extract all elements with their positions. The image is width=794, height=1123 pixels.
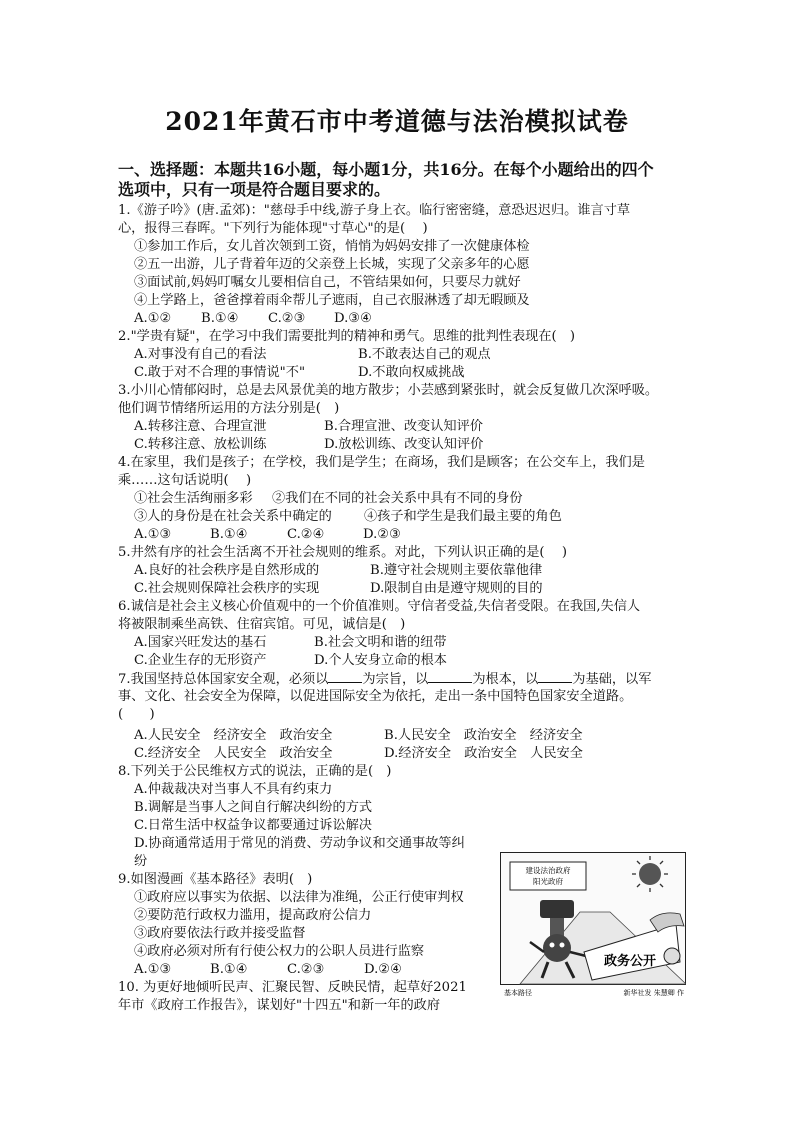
cartoon-caption-left: 基本路径 [504, 989, 532, 997]
q3-stem-line1: 3.小川心情郁闷时，总是去风景优美的地方散步；小芸感到紧张时，就会反复做几次深呼吸。 [118, 383, 659, 398]
q1-statement-2: ②五一出游，儿子背着年迈的父亲登上长城，实现了父亲多年的心愿 [134, 257, 530, 272]
q9-option-b: B.①④ [210, 962, 248, 977]
q4-stem-line2: 乘……这句话说明( ) [118, 473, 252, 488]
q3-option-b: B.合理宣泄、改变认知评价 [324, 419, 483, 434]
q8-option-d-line1: D.协商通常适用于常见的消费、劳动争议和交通事故等纠 [134, 836, 465, 851]
q9-statement-3: ③政府要依法行政并接受监督 [134, 926, 306, 941]
q1-option-d: D.③④ [334, 311, 372, 326]
q1-stem-line1: 1.《游子吟》(唐.孟郊)："慈母手中线,游子身上衣。临行密密缝，意恐迟迟归。谁言寸草 [118, 203, 631, 218]
q2-option-c: C.敢于对不合理的事情说"不" [134, 365, 306, 380]
q9-statement-4: ④政府必须对所有行使公权力的公职人员进行监察 [134, 944, 425, 959]
q7-blank-1 [328, 670, 362, 683]
q4-option-c: C.②④ [287, 527, 325, 542]
q8-option-d-line2: 纷 [134, 854, 148, 869]
q6-option-d: D.个人安身立命的根本 [314, 653, 447, 668]
q7-blank-3 [538, 670, 572, 683]
q7-stem-part1: 7.我国坚持总体国家安全观，必须以 [118, 672, 329, 687]
q5-option-a: A.良好的社会秩序是自然形成的 [134, 563, 320, 578]
q1-stem-line2: 心，报得三春晖。"下列行为能体现"寸草心"的是( ) [118, 221, 428, 236]
section-heading-line1: 一、选择题：本题共16小题，每小题1分，共16分。在每个小题给出的四个 [118, 160, 654, 179]
q1-statement-4: ④上学路上，爸爸撑着雨伞帮儿子遮雨，自己衣服淋透了却无暇顾及 [134, 293, 530, 308]
q7-option-a: A.人民安全 经济安全 政治安全 [134, 728, 333, 743]
q10-stem-line2: 年市《政府工作报告》，谋划好"十四五"和新一年的政府 [118, 998, 441, 1013]
q7-answer-paren: ( ) [118, 707, 155, 722]
q1-option-b: B.①④ [201, 311, 239, 326]
q8-option-c: C.日常生活中权益争议都要通过诉讼解决 [134, 818, 372, 833]
q6-option-c: C.企业生存的无形资产 [134, 653, 267, 668]
exam-title: 2021年黄石市中考道德与法治模拟试卷 [165, 107, 629, 136]
q5-option-d: D.限制自由是遵守规则的目的 [370, 581, 543, 596]
q5-stem: 5.井然有序的社会生活离不开社会规则的维系。对此，下列认识正确的是( ) [118, 545, 568, 560]
q1-statement-3: ③面试前,妈妈叮嘱女儿要相信自己，不管结果如何，只要尽力就好 [134, 275, 521, 290]
q7-option-c: C.经济安全 人民安全 政治安全 [134, 746, 333, 761]
q6-stem-line2: 将被限制乘坐高铁、住宿宾馆。可见，诚信是( ) [118, 617, 406, 632]
q4-statement-4: ④孩子和学生是我们最主要的角色 [364, 509, 562, 524]
q8-option-a: A.仲裁裁决对当事人不具有约束力 [134, 782, 333, 797]
q4-option-a: A.①③ [134, 527, 172, 542]
q7-stem-part3: 为根本，以 [472, 672, 539, 687]
q7-stem-line1 [118, 670, 651, 689]
q9-option-d: D.②④ [364, 962, 402, 977]
q8-stem: 8.下列关于公民维权方式的说法，正确的是( ) [118, 764, 392, 779]
q4-statement-1: ①社会生活绚丽多彩 [134, 491, 253, 506]
q7-option-b: B.人民安全 政治安全 经济安全 [384, 728, 583, 743]
q9-option-c: C.②③ [287, 962, 325, 977]
cartoon-illustration [500, 852, 686, 998]
q7-stem-part4: 为基础，以军 [572, 672, 652, 687]
q7-option-d: D.经济安全 政治安全 人民安全 [384, 746, 583, 761]
q5-option-c: C.社会规则保障社会秩序的实现 [134, 581, 320, 596]
q7-stem-line2: 事、文化、社会安全为保障，以促进国际安全为依托，走出一条中国特色国家安全道路。 [118, 689, 633, 704]
q3-option-d: D.放松训练、改变认知评价 [324, 437, 484, 452]
sign-text-1: 建设法治政府 [525, 866, 571, 875]
cartoon-caption-right: 新华社发 朱慧卿 作 [623, 989, 684, 997]
q9-statement-1: ①政府应以事实为依据、以法律为准绳，公正行使审判权 [134, 890, 464, 905]
banner-text: 政务公开 [603, 954, 657, 969]
sign-text-2: 阳光政府 [533, 877, 563, 886]
q4-option-b: B.①④ [210, 527, 248, 542]
q8-option-b: B.调解是当事人之间自行解决纠纷的方式 [134, 800, 373, 815]
q2-option-b: B.不敢表达自己的观点 [358, 347, 491, 362]
q3-stem-line2: 他们调节情绪所运用的方法分别是( ) [118, 401, 340, 416]
q6-option-b: B.社会文明和谐的纽带 [314, 635, 447, 650]
q6-stem-line1: 6.诚信是社会主义核心价值观中的一个价值准则。守信者受益,失信者受限。在我国,失信人 [118, 599, 641, 614]
q7-stem-part2: 为宗旨，以 [362, 672, 429, 687]
q4-statement-2: ②我们在不同的社会关系中具有不同的身份 [272, 491, 523, 506]
q1-option-c: C.②③ [268, 311, 306, 326]
q4-stem-line1: 4.在家里，我们是孩子；在学校，我们是学生；在商场，我们是顾客；在公交车上，我们是 [118, 455, 645, 470]
q5-option-b: B.遵守社会规则主要依靠他律 [370, 563, 543, 578]
q10-stem-line1: 10. 为更好地倾听民声、汇聚民智、反映民情，起草好2021 [118, 980, 467, 995]
section-heading-line2: 选项中，只有一项是符合题目要求的。 [118, 180, 391, 199]
q1-statement-1: ①参加工作后，女儿首次领到工资，悄悄为妈妈安排了一次健康体检 [134, 239, 530, 254]
q9-option-a: A.①③ [134, 962, 172, 977]
q9-statement-2: ②要防范行政权力滥用，提高政府公信力 [134, 908, 372, 923]
q1-option-a: A.①② [134, 311, 172, 326]
q7-blank-2 [428, 670, 472, 683]
q9-stem: 9.如图漫画《基本路径》表明( ) [118, 872, 313, 887]
q6-option-a: A.国家兴旺发达的基石 [134, 635, 267, 650]
q3-option-a: A.转移注意、合理宣泄 [134, 419, 267, 434]
q2-option-a: A.对事没有自己的看法 [134, 347, 267, 362]
q4-option-d: D.②③ [363, 527, 401, 542]
q3-option-c: C.转移注意、放松训练 [134, 437, 267, 452]
q4-statement-3: ③人的身份是在社会关系中确定的 [134, 509, 332, 524]
cartoon-figure [500, 852, 686, 998]
q2-option-d: D.不敢向权威挑战 [358, 365, 465, 380]
q2-stem: 2."学贵有疑"，在学习中我们需要批判的精神和勇气。思维的批判性表现在( ) [118, 329, 576, 344]
